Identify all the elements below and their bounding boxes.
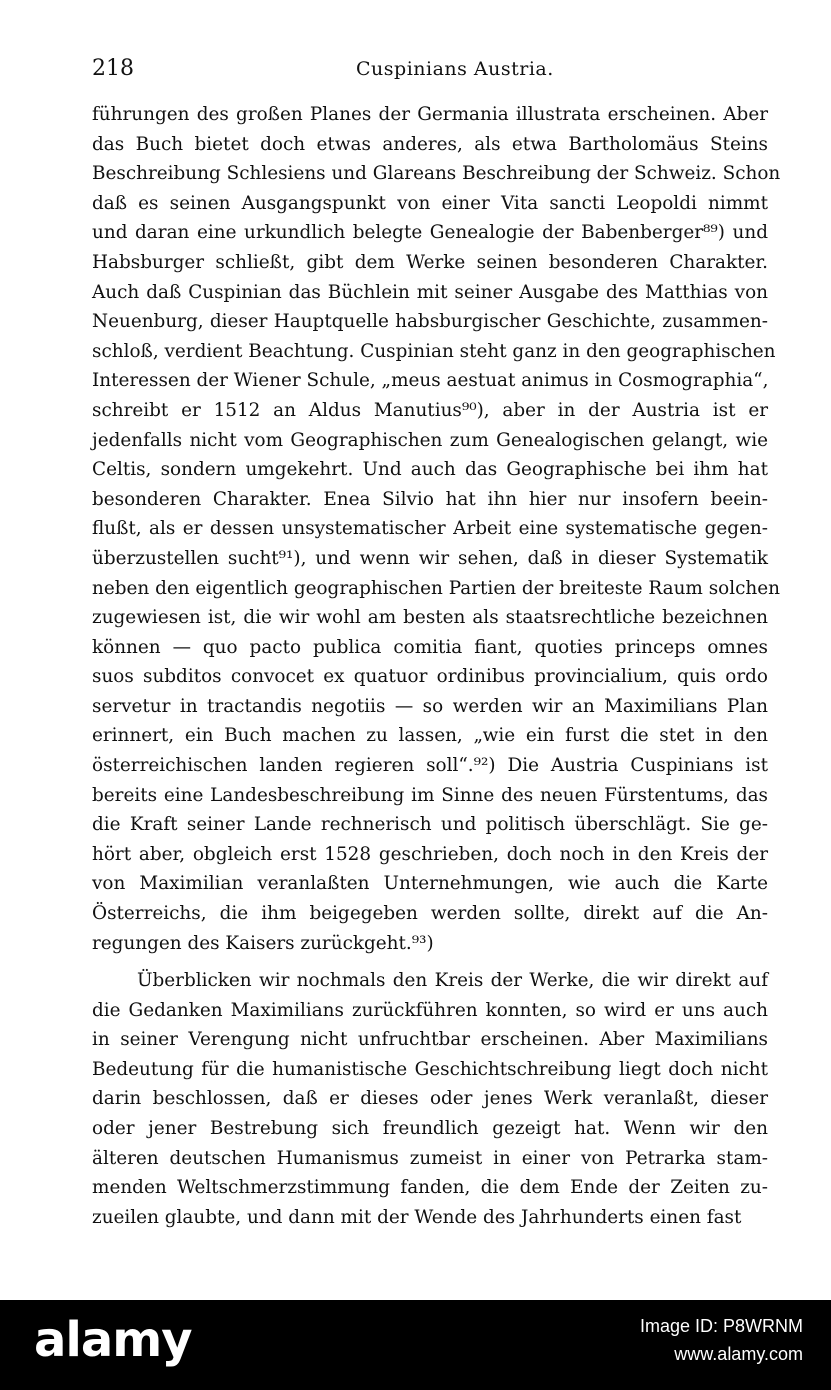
site-url-link[interactable]: www.alamy.com xyxy=(674,1344,803,1364)
text-line: die Kraft seiner Lande rechnerisch und politisch überschlägt. Sie ge- xyxy=(92,814,768,836)
text-line: Interessen der Wiener Schule, „meus aestuat animus in Cosmographia“, xyxy=(92,370,769,392)
text-line: können — quo pacto publica comitia fiant, quoties princeps omnes xyxy=(92,636,768,658)
text-line: servetur in tractandis negotiis — so werden wir an Maximilians Plan xyxy=(92,695,768,717)
running-head xyxy=(92,56,767,86)
text-line: hört aber, obgleich erst 1528 geschrieben, doch noch in den Kreis der xyxy=(92,843,768,865)
alamy-logo[interactable]: alamy xyxy=(34,1312,192,1368)
paragraph-1 xyxy=(92,100,781,958)
text-line: überzustellen sucht⁹¹), und wenn wir sehen, daß in dieser Systematik xyxy=(92,547,768,569)
text-line: in seiner Verengung nicht unfruchtbar erscheinen. Aber Maximilians xyxy=(92,1029,768,1051)
text-line: oder jener Bestrebung sich freundlich gezeigt hat. Wenn wir den xyxy=(92,1117,768,1139)
text-line: bereits eine Landesbeschreibung im Sinne des neuen Fürstentums, das xyxy=(92,784,768,806)
text-line: menden Weltschmerzstimmung fanden, die dem Ende der Zeiten zu- xyxy=(92,1177,768,1199)
text-line: Beschreibung Schlesiens und Glareans Beschreibung der Schweiz. Schon xyxy=(92,163,781,185)
text-line: suos subditos convocet ex quatuor ordinibus provincialium, quis ordo xyxy=(92,666,768,688)
text-line: Auch daß Cuspinian das Büchlein mit seiner Ausgabe des Matthias von xyxy=(92,281,768,303)
text-line: die Gedanken Maximilians zurückführen konnten, so wird er uns auch xyxy=(92,999,768,1021)
text-line: flußt, als er dessen unsystematischer Arbeit eine systematische gegen- xyxy=(92,518,768,540)
text-line: das Buch bietet doch etwas anderes, als etwa Bartholomäus Steins xyxy=(92,133,768,155)
text-line: darin beschlossen, daß er dieses oder jenes Werk veranlaßt, dieser xyxy=(92,1088,768,1110)
text-line: neben den eigentlich geographischen Partien der breiteste Raum solchen xyxy=(92,577,780,599)
text-line: Österreichs, die ihm beigegeben werden sollte, direkt auf die An- xyxy=(92,903,768,925)
text-line: von Maximilian veranlaßten Unternehmungen, wie auch die Karte xyxy=(92,873,768,895)
text-line: besonderen Charakter. Enea Silvio hat ihn hier nur insofern beein- xyxy=(92,488,768,510)
text-line: jedenfalls nicht vom Geographischen zum Genealogischen gelangt, wie xyxy=(92,429,768,451)
text-line: älteren deutschen Humanismus zumeist in einer von Petrarka stam- xyxy=(92,1147,768,1169)
text-line: daß es seinen Ausgangspunkt von einer Vita sancti Leopoldi nimmt xyxy=(92,192,768,214)
paragraph-2 xyxy=(92,966,768,1232)
running-title: Cuspinians Austria. xyxy=(356,58,554,80)
page-number: 218 xyxy=(92,56,134,81)
text-line: schreibt er 1512 an Aldus Manutius⁹⁰), aber in der Austria ist er xyxy=(92,399,768,421)
text-line: österreichischen landen regieren soll“.⁹²) Die Austria Cuspinians ist xyxy=(92,755,768,777)
text-line: Celtis, sondern umgekehrt. Und auch das Geographische bei ihm hat xyxy=(92,459,768,481)
text-line: und daran eine urkundlich belegte Genealogie der Babenberger⁸⁹) und xyxy=(92,222,768,244)
text-line: Bedeutung für die humanistische Geschichtschreibung liegt doch nicht xyxy=(92,1058,768,1080)
text-line: führungen des großen Planes der Germania illustrata erscheinen. Aber xyxy=(92,104,768,125)
text-line: erinnert, ein Buch machen zu lassen, „wie ein furst die stet in den xyxy=(92,725,768,747)
image-id-label: Image ID: P8WRNM xyxy=(639,1316,803,1336)
text-line: regungen des Kaisers zurückgeht.⁹³) xyxy=(92,932,434,954)
text-line: zugewiesen ist, die wir wohl am besten als staatsrechtliche bezeichnen xyxy=(92,607,768,629)
watermark-footer xyxy=(0,1300,831,1390)
text-line: Habsburger schließt, gibt dem Werke seinen besonderen Charakter. xyxy=(92,251,768,273)
text-line: zueilen glaubte, und dann mit der Wende des Jahrhunderts einen fast xyxy=(92,1206,742,1228)
text-line: Überblicken wir nochmals den Kreis der Werke, die wir direkt auf xyxy=(137,970,768,991)
text-line: Neuenburg, dieser Hauptquelle habsburgischer Geschichte, zusammen- xyxy=(92,311,768,333)
text-line: schloß, verdient Beachtung. Cuspinian steht ganz in den geographischen xyxy=(92,340,776,362)
